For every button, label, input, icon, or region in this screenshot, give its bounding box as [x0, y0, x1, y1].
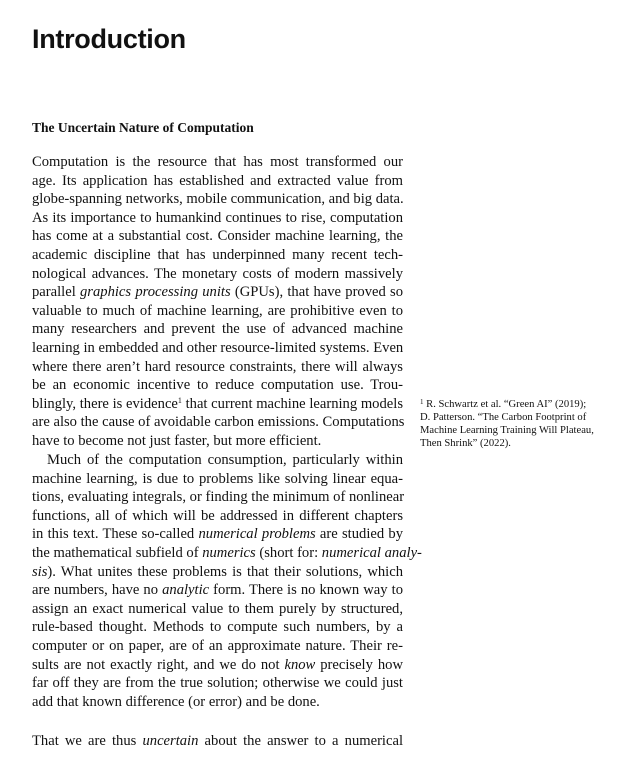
footnote-line — [420, 398, 620, 411]
text-segment: Computation is the resource that has most transformed our — [32, 154, 403, 170]
paragraph-1 — [32, 153, 403, 451]
text-segment: has come at a substantial cost. Consider machine learning, the — [32, 228, 403, 245]
text-segment: about the answer to a numerical — [198, 733, 403, 749]
text-segment: are also the cause of avoidable carbon emissions. Computations — [32, 414, 405, 431]
text-segment: computer or on paper, are of an approximate nature. Their re- — [32, 637, 403, 654]
chapter-title: Introduction — [32, 24, 186, 54]
text-line — [32, 544, 422, 563]
text-segment: have to become not just faster, but more efficient. — [32, 432, 322, 449]
text-segment: globe-spanning networks, mobile communication, and big data. — [32, 191, 404, 208]
text-segment: are studied by — [315, 526, 403, 543]
text-line — [32, 470, 403, 489]
emphasis-text: analytic — [162, 582, 210, 599]
text-line — [32, 507, 403, 526]
text-line — [32, 227, 403, 246]
text-segment: form. There is no known way to — [209, 582, 403, 599]
text-segment: sults are not exactly right, and we do not — [32, 656, 285, 673]
text-line — [32, 376, 403, 395]
text-line — [32, 413, 403, 432]
text-line — [32, 432, 403, 451]
text-line — [32, 656, 403, 675]
text-segment: are numbers, have no — [32, 582, 163, 599]
footnote-line: Machine Learning Training Will Plateau, — [420, 425, 594, 436]
text-segment: where there aren’t hard resource constraints, there will always — [32, 358, 403, 375]
text-line — [32, 488, 403, 507]
text-line — [32, 581, 403, 600]
text-line — [32, 563, 403, 582]
footnote-reference[interactable]: 1 — [177, 395, 182, 405]
text-segment: valuable to much of machine learning, are prohibitive even to — [32, 302, 403, 319]
footnote-marker: 1 — [420, 398, 424, 406]
emphasis-text: know — [284, 656, 316, 673]
text-line — [32, 339, 403, 358]
text-line — [32, 153, 403, 172]
text-segment: learning in embedded and other resource-limited systems. Even — [32, 339, 404, 356]
text-line — [32, 451, 403, 470]
text-line — [32, 637, 403, 656]
text-segment: ). What unites these problems is that their solutions, which — [47, 563, 403, 580]
footnote-line: Then Shrink” (2022). — [420, 438, 511, 449]
text-line — [32, 395, 403, 414]
paragraph-3 — [32, 732, 403, 751]
text-segment: machine learning, is due to problems like solving linear equa- — [32, 470, 403, 487]
text-segment: That we are thus — [32, 733, 143, 749]
text-line — [32, 600, 403, 619]
emphasis-text: graphics processing units — [80, 284, 231, 301]
footnote-line: D. Patterson. “The Carbon Footprint of — [420, 412, 587, 423]
text-segment: blingly, there is evidence — [32, 395, 178, 412]
text-segment: add that known difference (or error) and be done. — [32, 693, 320, 710]
text-line — [32, 265, 403, 284]
emphasis-text: numerical analy- — [321, 544, 422, 561]
text-segment: (GPUs), that have proved so — [230, 284, 404, 301]
text-segment: functions, all of which will be addressed in different chapters — [32, 507, 403, 524]
text-line — [32, 209, 403, 228]
text-line — [32, 283, 403, 302]
emphasis-text: numerics — [202, 544, 256, 561]
emphasis-text: uncertain — [142, 733, 199, 749]
footnote-text: R. Schwartz et al. “Green AI” (2019); — [426, 399, 587, 410]
text-segment: As its importance to humankind continues to rise, computation — [32, 209, 403, 226]
emphasis-text: numerical problems — [198, 526, 316, 543]
text-line — [32, 246, 403, 265]
text-segment: far off they are from the true solution; otherwise we could just — [32, 675, 403, 692]
text-segment: that current machine learning models — [181, 395, 403, 412]
text-segment: age. Its application has established and extracted value from — [32, 172, 403, 189]
text-segment: (short for: — [255, 544, 322, 561]
text-segment: in this text. These so-called — [32, 526, 199, 543]
text-segment: the mathematical subfield of — [32, 544, 203, 561]
section-title: The Uncertain Nature of Computation — [32, 120, 254, 135]
text-line — [32, 172, 403, 191]
text-line — [32, 674, 403, 693]
sidenote-footnote — [420, 398, 620, 450]
text-line — [32, 618, 403, 637]
text-segment: be an economic incentive to reduce computation use. Trou- — [32, 377, 403, 394]
text-line — [32, 190, 403, 209]
text-line — [32, 525, 403, 544]
text-segment: nological advances. The monetary costs of modern massively — [32, 265, 403, 282]
text-line — [32, 302, 403, 321]
text-segment: assign an exact numerical value to them purely by structured, — [32, 600, 403, 617]
text-segment: many researchers and prevent the use of advanced machine — [32, 321, 403, 338]
text-line — [32, 732, 403, 751]
text-segment: rule-based thought. Methods to compute such numbers, by a — [32, 619, 403, 636]
text-line — [32, 320, 403, 339]
text-segment: parallel — [32, 284, 80, 301]
text-segment: precisely how — [315, 656, 403, 673]
paragraph-2 — [32, 451, 422, 711]
text-segment: academic discipline that has underpinned many recent tech- — [32, 246, 403, 263]
text-segment: Much of the computation consumption, particularly within — [47, 452, 403, 468]
text-line — [32, 693, 403, 712]
emphasis-text: sis — [32, 563, 48, 580]
text-segment: tions, evaluating integrals, or finding the minimum of nonlinear — [32, 489, 405, 506]
text-line — [32, 358, 403, 377]
